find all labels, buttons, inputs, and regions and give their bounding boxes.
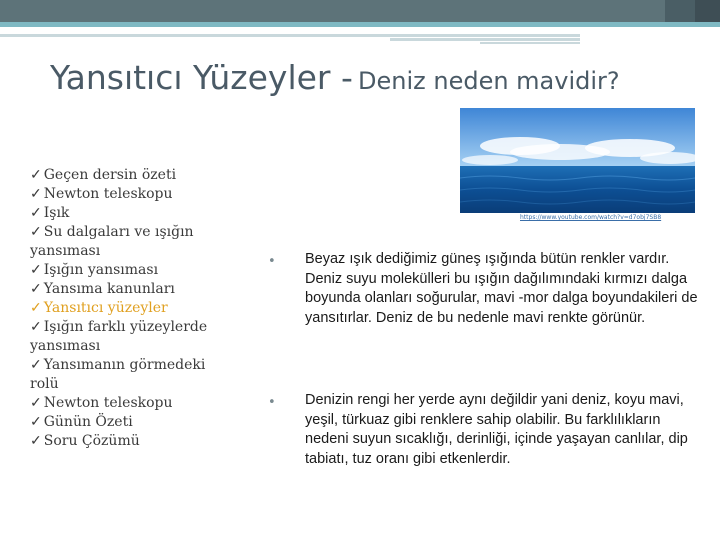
- topic-item: [30, 413, 225, 432]
- decorative-lines: [0, 34, 720, 42]
- topic-label: Soru Çözümü: [43, 433, 140, 449]
- header-bar-dark: [0, 0, 720, 22]
- topic-item: [30, 166, 225, 185]
- slide-title-subtitle: Deniz neden mavidir?: [358, 67, 620, 95]
- topic-item: [30, 261, 225, 280]
- topic-label: Su dalgaları ve ışığın yansıması: [30, 224, 194, 259]
- topic-item: [30, 356, 225, 394]
- topic-item: [30, 223, 225, 261]
- topic-item: [30, 185, 225, 204]
- check-icon: ✓: [30, 414, 42, 430]
- image-credit-link[interactable]: https://www.youtube.com/watch?v=d7obj7SB8: [520, 214, 662, 221]
- topic-item: [30, 204, 225, 223]
- check-icon: ✓: [30, 224, 42, 240]
- header-accent-line: [0, 22, 720, 27]
- topic-label: Yansıma kanunları: [43, 281, 175, 297]
- bullet-icon: •: [268, 395, 276, 410]
- check-icon: ✓: [30, 167, 42, 183]
- topic-label: Işığın farklı yüzeylerde yansıması: [30, 319, 208, 354]
- ocean-sky-image: [460, 108, 695, 213]
- header-corner-block: [665, 0, 695, 22]
- check-icon: ✓: [30, 205, 42, 221]
- topic-item: [30, 432, 225, 451]
- topic-label: Geçen dersin özeti: [43, 167, 177, 183]
- topic-label: Günün Özeti: [43, 414, 133, 430]
- check-icon: ✓: [30, 262, 42, 278]
- check-icon: ✓: [30, 319, 42, 335]
- topic-label: Yansıtıcı yüzeyler: [43, 300, 168, 316]
- topic-label: Işığın yansıması: [43, 262, 159, 278]
- check-icon: ✓: [30, 281, 42, 297]
- check-icon: ✓: [30, 357, 42, 373]
- check-icon: ✓: [30, 186, 42, 202]
- topic-item: [30, 394, 225, 413]
- check-icon: ✓: [30, 300, 42, 316]
- bullet-text: Denizin rengi her yerde aynı değildir yani deniz, koyu mavi, yeşil, türkuaz gibi renklere sahip olabilir. Bu farklılıkların nedeni suyun sıcaklığı, derinliği, içinde yaşayan canlılar, dip tabiatı, tuz oranı gibi etkenlerdir.: [305, 392, 688, 467]
- bullet-text: Beyaz ışık dediğimiz güneş ışığında bütün renkler vardır. Deniz suyu molekülleri bu ışığın dağılımındaki kırmızı dalga boyunda olanları soğurular, mavi -mor dalga boyundakileri de yansıtırlar. Deniz de bu nedenle mavi renkte görünür.: [305, 251, 698, 326]
- bullet-icon: •: [268, 254, 276, 269]
- topic-item-current: [30, 299, 225, 318]
- slide-title-main: Yansıtıcı Yüzeyler -: [50, 58, 353, 97]
- topic-label: Yansımanın görmedeki rolü: [30, 357, 206, 392]
- check-icon: ✓: [30, 395, 42, 411]
- check-icon: ✓: [30, 433, 42, 449]
- topic-label: Işık: [43, 205, 70, 221]
- topic-item: [30, 280, 225, 299]
- topic-label: Newton teleskopu: [43, 186, 173, 202]
- topic-item: [30, 318, 225, 356]
- slide-title: [50, 58, 620, 97]
- topic-checklist: [30, 166, 225, 451]
- header-corner-box: [695, 0, 720, 22]
- topic-label: Newton teleskopu: [43, 395, 173, 411]
